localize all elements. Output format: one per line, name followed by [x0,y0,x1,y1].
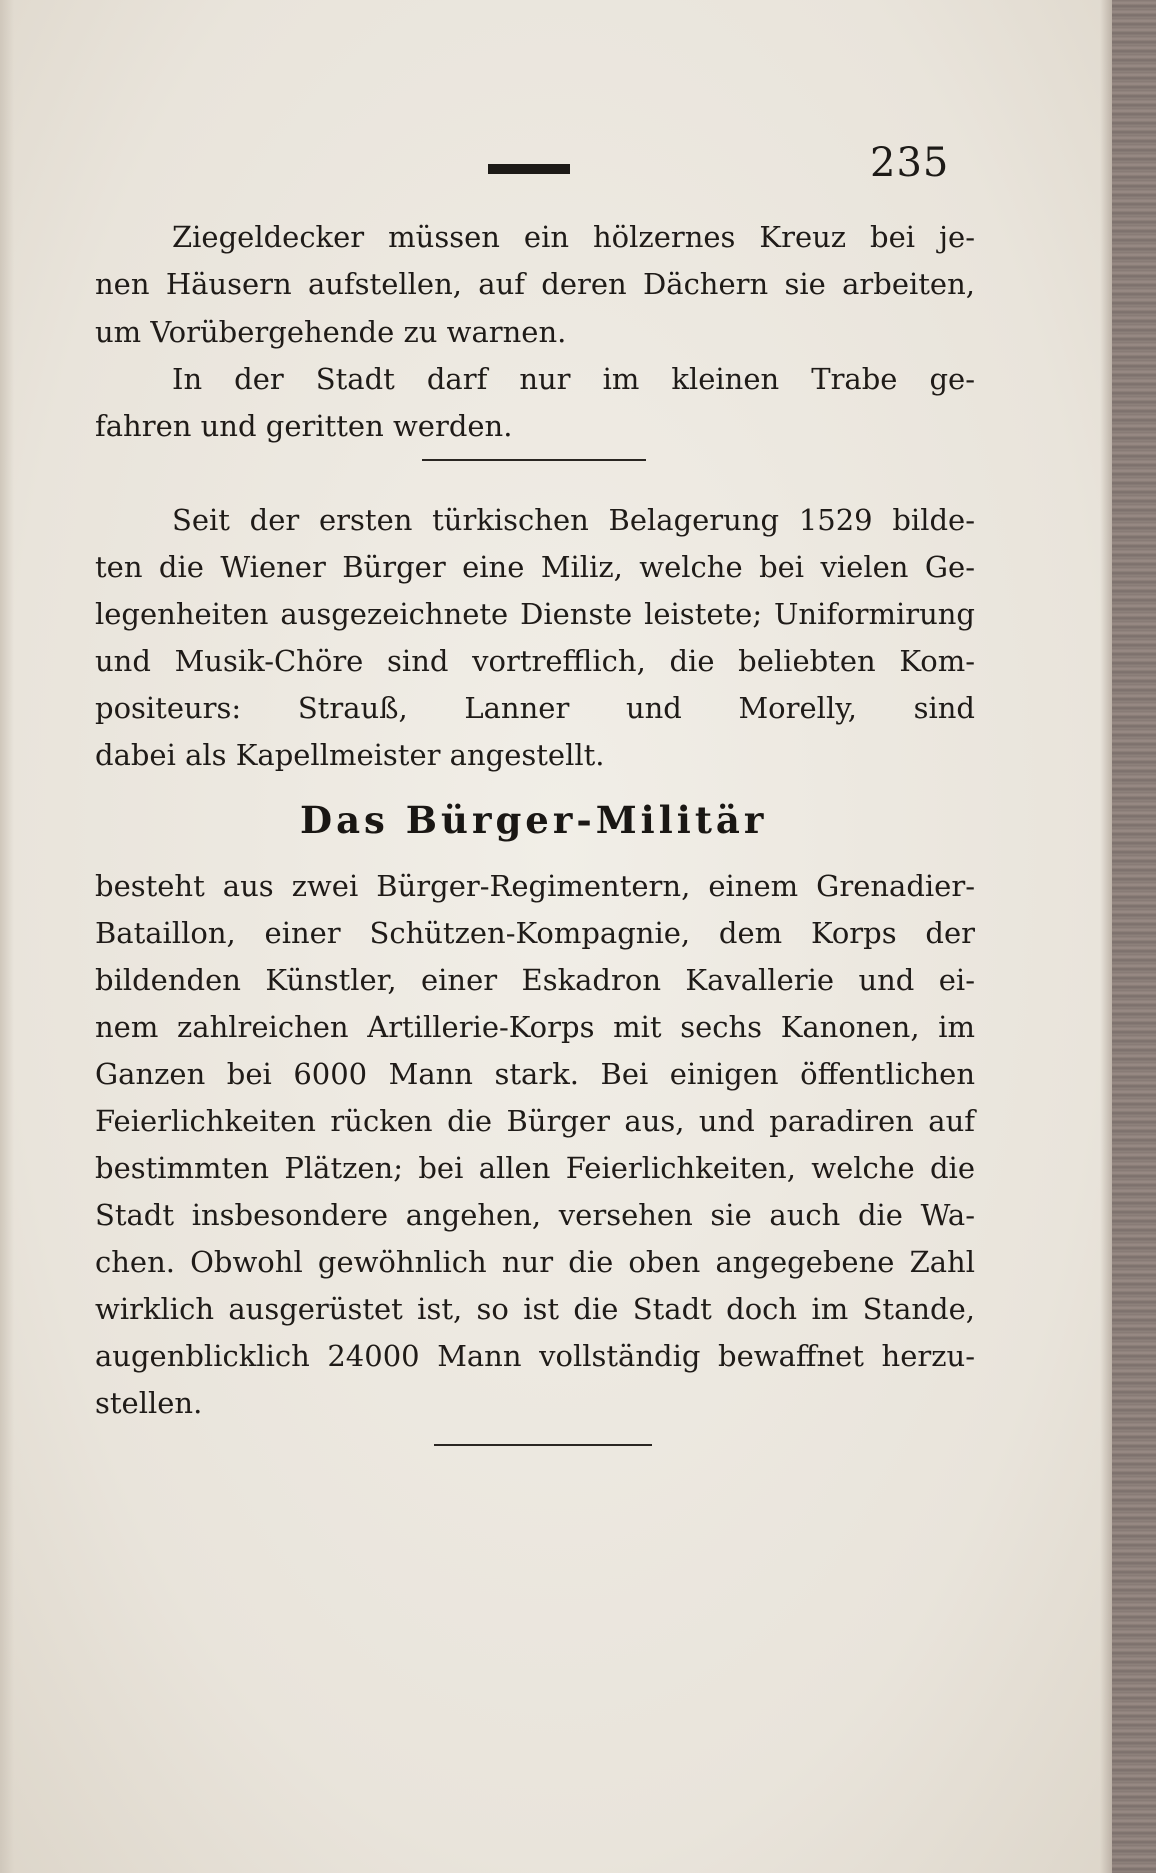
section-separator [422,459,646,461]
text-line: Feierlichkeiten rücken die Bürger aus, und paradiren auf [95,1104,975,1138]
text-line: besteht aus zwei Bürger-Regimentern, einem Grenadier- [95,869,975,903]
page-number: 235 [870,140,950,186]
header-rule [488,164,570,174]
text-line: Bataillon, einer Schützen-Kompagnie, dem Korps der [95,916,975,950]
text-line: um Vorübergehende zu warnen. [95,315,567,349]
text-line: Ziegeldecker müssen ein hölzernes Kreuz bei je- [172,220,975,254]
page-gutter-shadow [0,0,14,1873]
text-line: Stadt insbesondere angehen, versehen sie auch die Wa- [95,1198,975,1232]
text-line: bestimmten Plätzen; bei allen Feierlichkeiten, welche die [95,1151,975,1185]
text-line: legenheiten ausgezeichnete Dienste leistete; Uniformirung [95,597,975,631]
text-line: dabei als Kapellmeister angestellt. [95,738,605,772]
text-line: nen Häusern aufstellen, auf deren Dächern sie arbeiten, [95,267,975,301]
section-heading: Das Bürger-Militär [300,798,768,842]
text-line: nem zahlreichen Artillerie-Korps mit sechs Kanonen, im [95,1010,975,1044]
text-line: fahren und geritten werden. [95,409,513,443]
text-line: positeurs: Strauß, Lanner und Morelly, sind [95,691,975,725]
text-line: wirklich ausgerüstet ist, so ist die Stadt doch im Stande, [95,1292,975,1326]
fore-edge-shadow [1100,0,1112,1873]
text-line: chen. Obwohl gewöhnlich nur die oben angegebene Zahl [95,1245,975,1279]
end-separator [434,1444,652,1446]
text-line: Ganzen bei 6000 Mann stark. Bei einigen öffentlichen [95,1057,975,1091]
book-fore-edge [1112,0,1156,1873]
text-line: In der Stadt darf nur im kleinen Trabe ge- [172,362,975,396]
text-line: stellen. [95,1386,203,1420]
text-line: bildenden Künstler, einer Eskadron Kavallerie und ei- [95,963,975,997]
text-line: ten die Wiener Bürger eine Miliz, welche bei vielen Ge- [95,550,975,584]
text-line: Seit der ersten türkischen Belagerung 1529 bilde- [172,503,975,537]
text-line: augenblicklich 24000 Mann vollständig bewaffnet herzu- [95,1339,975,1373]
text-line: und Musik-Chöre sind vortrefflich, die beliebten Kom- [95,644,975,678]
